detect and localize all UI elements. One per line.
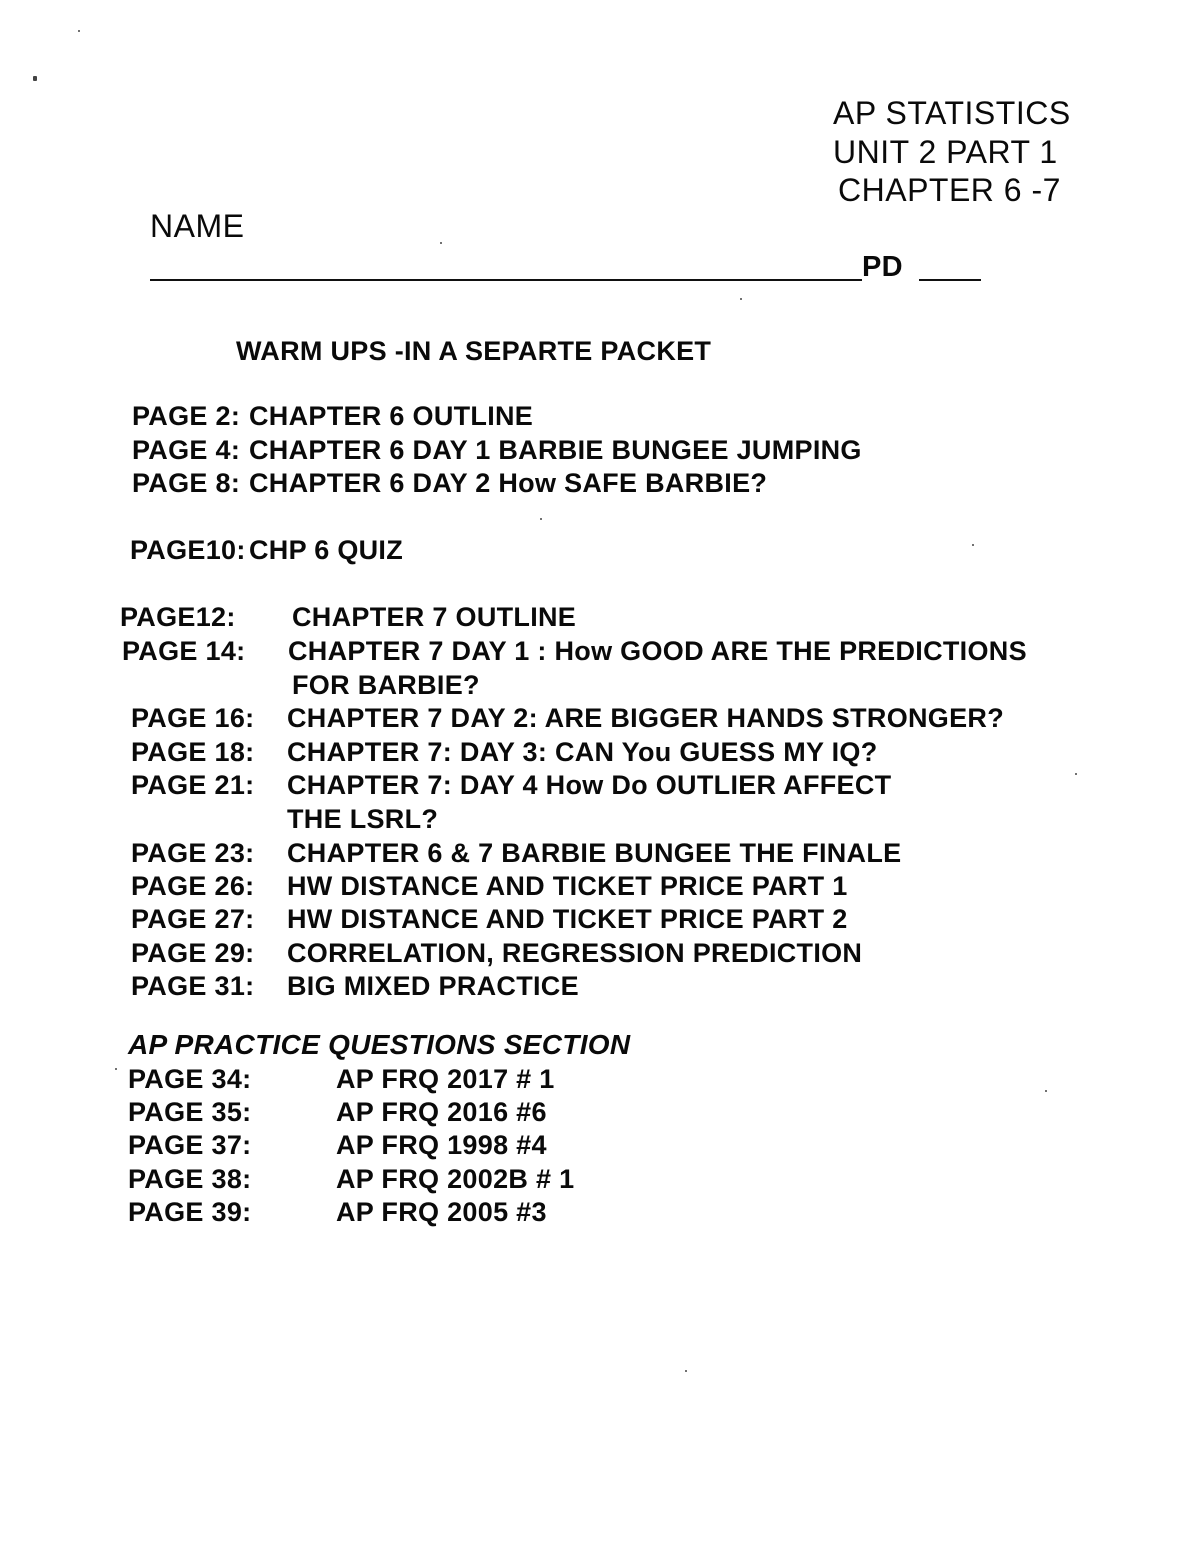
section-heading: AP PRACTICE QUESTIONS SECTION — [128, 1029, 631, 1060]
toc-page-number: PAGE12: — [120, 602, 236, 632]
toc-page-number: PAGE 34: — [128, 1064, 252, 1094]
doc-title-line2: UNIT 2 PART 1 — [833, 134, 1058, 170]
toc-entry-title: CORRELATION, REGRESSION PREDICTION — [287, 938, 863, 968]
toc-entry-title: CHAPTER 7: DAY 4 How Do OUTLIER AFFECT — [287, 770, 892, 800]
toc-entry-title: CHAPTER 6 DAY 2 How SAFE BARBIE? — [249, 468, 768, 498]
toc-entry-title: CHAPTER 7 OUTLINE — [292, 602, 577, 632]
toc-entry-title: CHAPTER 7 DAY 2: ARE BIGGER HANDS STRONGER? — [287, 703, 1004, 733]
toc-entry-title: CHAPTER 7 DAY 1 : How GOOD ARE THE PREDICTIONS — [288, 636, 1027, 666]
period-line[interactable] — [919, 279, 981, 281]
toc-entry-title: AP FRQ 2016 #6 — [336, 1097, 547, 1127]
toc-page-number: PAGE 35: — [128, 1097, 252, 1127]
toc-entry-title: AP FRQ 2005 #3 — [336, 1197, 547, 1227]
toc-page-number: PAGE 18: — [131, 737, 255, 767]
name-line[interactable] — [150, 279, 862, 281]
name-label: NAME — [150, 208, 245, 244]
toc-page-number: PAGE 14: — [122, 636, 246, 666]
toc-entry-title-continued: FOR BARBIE? — [292, 670, 480, 700]
toc-page-number: PAGE 38: — [128, 1164, 252, 1194]
toc-entry-title: AP FRQ 2017 # 1 — [336, 1064, 555, 1094]
toc-entry-title: BIG MIXED PRACTICE — [287, 971, 579, 1001]
toc-page-number: PAGE10: — [130, 535, 246, 565]
toc-page-number: PAGE 29: — [131, 938, 255, 968]
period-label: PD — [862, 251, 903, 283]
scan-speck — [78, 30, 80, 32]
toc-page-number: PAGE 37: — [128, 1130, 252, 1160]
toc-entry-title: CHAPTER 6 DAY 1 BARBIE BUNGEE JUMPING — [249, 435, 862, 465]
toc-page-number: PAGE 39: — [128, 1197, 252, 1227]
toc-page-number: PAGE 26: — [131, 871, 255, 901]
toc-entry-title: HW DISTANCE AND TICKET PRICE PART 1 — [287, 871, 848, 901]
scan-speck — [540, 518, 542, 520]
toc-entry-title: CHAPTER 7: DAY 3: CAN You GUESS MY IQ? — [287, 737, 878, 767]
scan-speck — [33, 76, 37, 81]
toc-page-number: PAGE 4: — [132, 435, 241, 465]
scan-speck — [1045, 1090, 1047, 1092]
scan-speck — [740, 298, 742, 300]
toc-entry-title: HW DISTANCE AND TICKET PRICE PART 2 — [287, 904, 848, 934]
toc-page-number: PAGE 2: — [132, 401, 241, 431]
toc-page-number: PAGE 21: — [131, 770, 255, 800]
toc-entry-title: CHP 6 QUIZ — [249, 535, 404, 565]
toc-page-number: PAGE 16: — [131, 703, 255, 733]
toc-entry-title: CHAPTER 6 OUTLINE — [249, 401, 534, 431]
doc-title-line1: AP STATISTICS — [833, 95, 1071, 131]
toc-entry-title: AP FRQ 2002B # 1 — [336, 1164, 575, 1194]
warmups-note: WARM UPS -IN A SEPARTE PACKET — [236, 336, 712, 366]
scan-speck — [1075, 773, 1077, 775]
scan-speck — [115, 1068, 117, 1070]
toc-entry-title: AP FRQ 1998 #4 — [336, 1130, 547, 1160]
toc-entry-title-continued: THE LSRL? — [287, 804, 439, 834]
scan-speck — [440, 242, 442, 244]
toc-page-number: PAGE 31: — [131, 971, 255, 1001]
toc-page-number: PAGE 23: — [131, 838, 255, 868]
scan-speck — [972, 544, 974, 546]
toc-page-number: PAGE 8: — [132, 468, 241, 498]
toc-entry-title: CHAPTER 6 & 7 BARBIE BUNGEE THE FINALE — [287, 838, 902, 868]
toc-page-number: PAGE 27: — [131, 904, 255, 934]
scan-speck — [685, 1370, 687, 1372]
doc-title-line3: CHAPTER 6 -7 — [838, 172, 1061, 208]
